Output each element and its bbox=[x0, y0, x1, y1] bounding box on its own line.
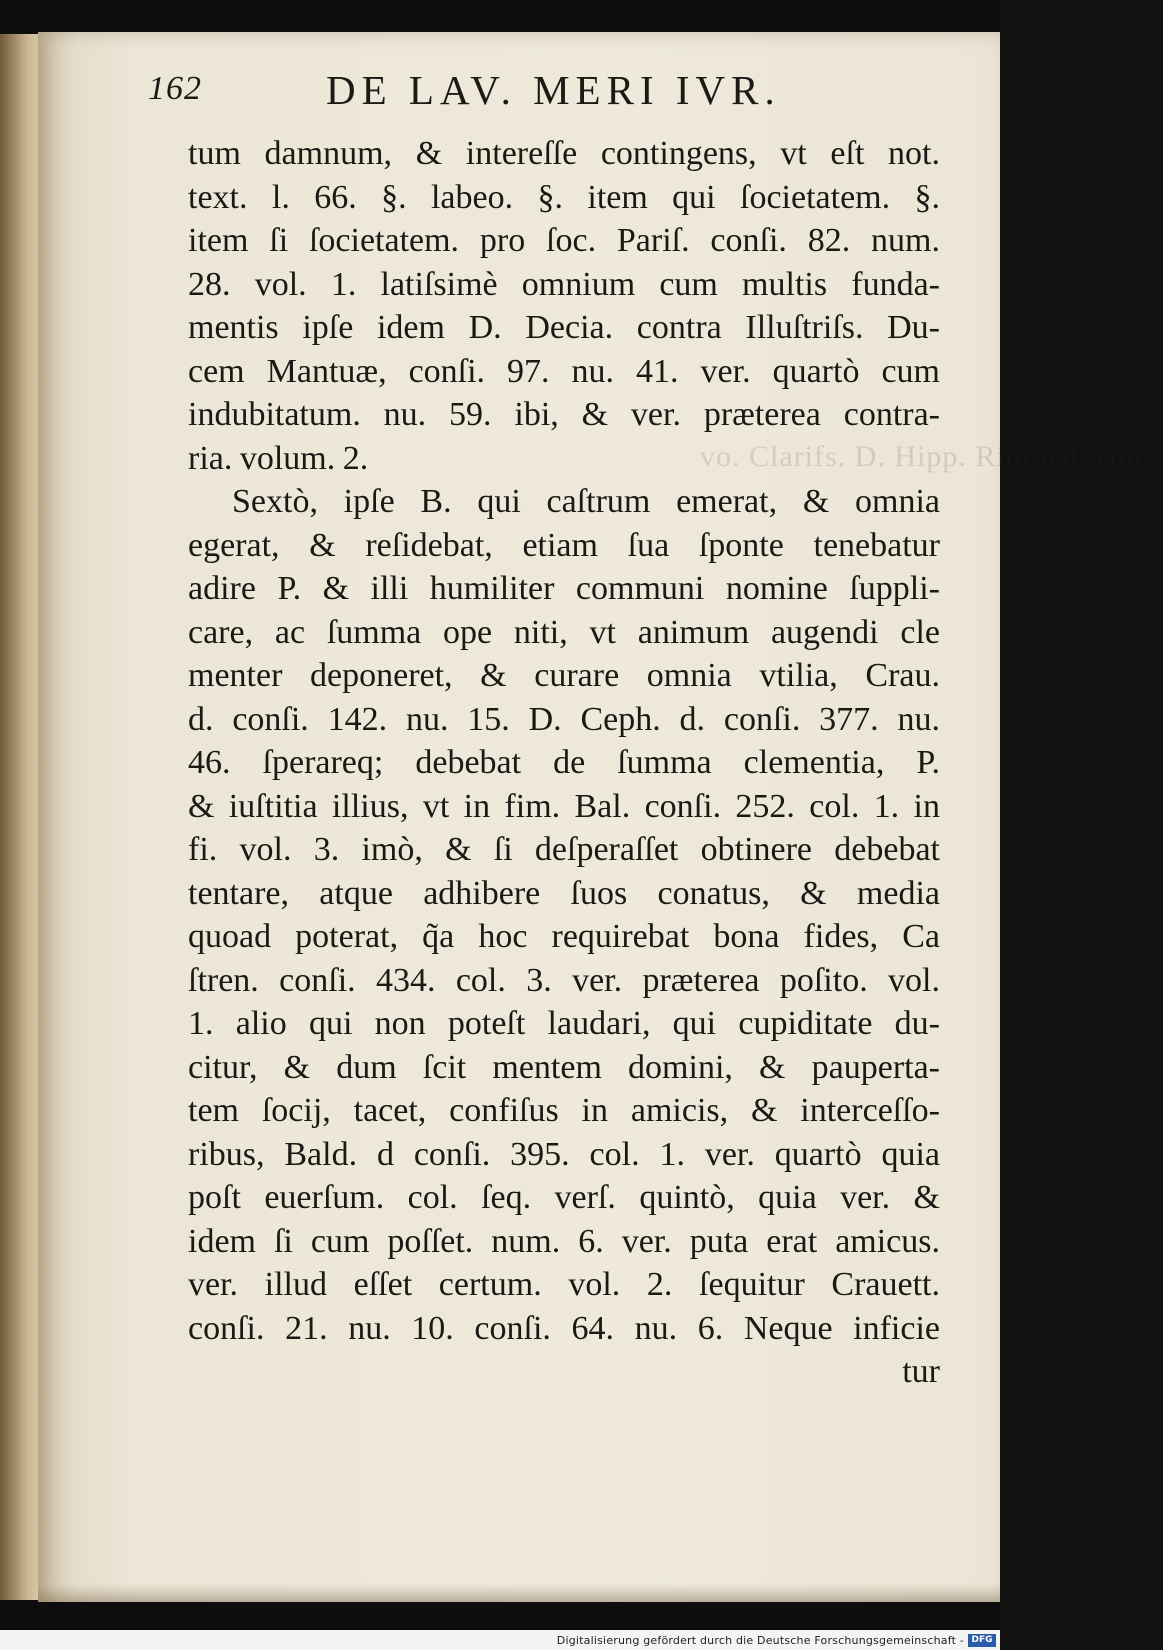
text-line: d. conſi. 142. nu. 15. D. Ceph. d. conſi. 377. nu. bbox=[188, 700, 940, 738]
text-line: ſtren. conſi. 434. col. 3. ver. præterea poſito. vol. bbox=[188, 961, 940, 999]
text-line: 28. vol. 1. latiſsimè omnium cum multis funda- bbox=[188, 265, 940, 303]
text-line: idem ſi cum poſſet. num. 6. ver. puta erat amicus. bbox=[188, 1222, 940, 1260]
text-line: 46. ſperareq; debebat de ſumma clementia, P. bbox=[188, 744, 940, 781]
running-head: DE LAV. MERI IVR. bbox=[326, 67, 781, 113]
text-line: tem ſocij, tacet, confiſus in amicis, & interceſſo- bbox=[188, 1092, 940, 1129]
text-line: ria. volum. 2. bbox=[188, 439, 369, 477]
catchword: tur bbox=[902, 1353, 940, 1390]
text-line: ver. illud eſſet certum. vol. 2. ſequitur Crauett. bbox=[188, 1266, 940, 1303]
text-line: 1. alio qui non poteſt laudari, qui cupiditate du- bbox=[188, 1005, 940, 1042]
funding-credit: Digitalisierung gefördert durch die Deutsche Forschungsgemeinschaft - bbox=[556, 1634, 964, 1647]
text-line: fi. vol. 3. imò, & ſi deſperaſſet obtinere debebat bbox=[188, 831, 940, 868]
body-text bbox=[188, 132, 940, 1394]
text-line: Sextò, ipſe B. qui caſtrum emerat, & omnia bbox=[232, 483, 940, 520]
text-line: tentare, atque adhibere ſuos conatus, & media bbox=[188, 874, 940, 912]
text-line: ribus, Bald. d conſi. 395. col. 1. ver. quartò quia bbox=[188, 1135, 940, 1173]
text-line: poſt euerſum. col. ſeq. verſ. quintò, quia ver. & bbox=[188, 1179, 940, 1216]
text-line: care, ac ſumma ope niti, vt animum augendi cle bbox=[188, 613, 940, 651]
text-line: adire P. & illi humiliter communi nomine ſuppli- bbox=[188, 570, 940, 607]
text-line: citur, & dum ſcit mentem domini, & pauperta- bbox=[188, 1048, 940, 1086]
text-line: text. l. 66. §. labeo. §. item qui ſocietatem. §. bbox=[188, 178, 940, 216]
text-line: menter deponeret, & curare omnia vtilia, Crau. bbox=[188, 657, 940, 694]
text-line: cem Mantuæ, conſi. 97. nu. 41. ver. quartò cum bbox=[188, 352, 940, 390]
text-line: egerat, & reſidebat, etiam ſua ſponte tenebatur bbox=[188, 526, 940, 564]
text-line: conſi. 21. nu. 10. conſi. 64. nu. 6. Neque inficie bbox=[188, 1309, 940, 1347]
text-line: item ſi ſocietatem. pro ſoc. Pariſ. conſi. 82. num. bbox=[188, 222, 940, 259]
text-line: tum damnum, & intereſſe contingens, vt eſt not. bbox=[188, 135, 940, 172]
page-shadow bbox=[38, 1584, 1000, 1602]
show-through-text: vo. Clarifs. D. Hipp. Riminal. cons. bbox=[700, 440, 1163, 473]
dfg-logo: DFG bbox=[968, 1634, 996, 1647]
text-line: indubitatum. nu. 59. ibi, & ver. præterea contra- bbox=[188, 396, 940, 433]
text-line: mentis ipſe idem D. Decia. contra Illuſtriſs. Du- bbox=[188, 309, 940, 346]
text-line: & iuſtitia illius, vt in fim. Bal. conſi. 252. col. 1. in bbox=[188, 787, 940, 825]
page-number: 162 bbox=[148, 70, 202, 107]
page-header bbox=[148, 67, 948, 116]
text-line: quoad poterat, q̃a hoc requirebat bona fides, Ca bbox=[188, 918, 940, 955]
